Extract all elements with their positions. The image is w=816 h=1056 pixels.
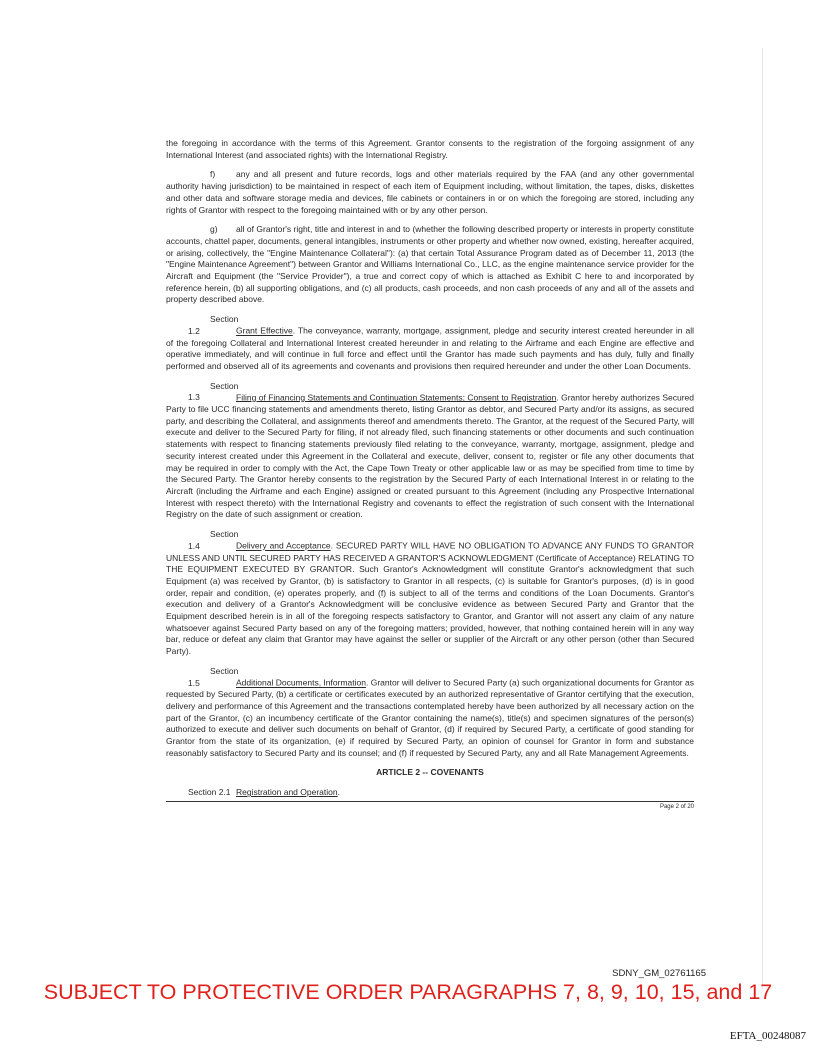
section-1-4-number: Section 1.4 bbox=[188, 529, 239, 551]
bates-number: SDNY_GM_02761165 bbox=[612, 968, 706, 979]
item-g-label: g) bbox=[210, 224, 218, 235]
section-1-5-paragraph: Section 1.5 Additional Documents, Information. Grantor will deliver to Secured Party (a) such organizational documents for Grantor as requested by Secured Party, (b) a certificate or certificates executed by an authorized representative of Grantor certifying that the execution, delivery and performance of this Agreement and the transactions contemplated hereby have been authorized by all necessary action on the part of the Grantor, (c) an incumbency certificate of the Grantor containing the name(s), title(s) and specimen signatures of the person(s) authorized to execute and deliver such documents on behalf of Grantor, (d) if required by Secured Party, a certificate of good standing for Grantor from the state of its organization, (e) if required by Secured Party, an opinion of counsel for Grantor in form and substance reasonably satisfactory to Secured Party and its counsel; and (f) if requested by Secured Party, any and all Rate Management Agreements. bbox=[166, 665, 694, 758]
item-f-text: any and all present and future records, logs and other materials required by the FAA (and any other governmental authority having jurisdiction) to be maintained in respect of each item of Equipment including, without limitation, the tapes, disks, diskettes and other data and software storage media and devices, file cabinets or containers in or on which the foregoing are stored, including any rights of Grantor with respect to the foregoing maintained with or by any other person. bbox=[166, 169, 694, 215]
scan-page-edge bbox=[762, 48, 763, 988]
efta-number: EFTA_00248087 bbox=[729, 1030, 806, 1042]
section-1-3-title: Filing of Financing Statements and Continuation Statements; Consent to Registration bbox=[236, 392, 557, 403]
page-number: Page 2 of 20 bbox=[659, 803, 694, 810]
section-1-3-text: Grantor hereby authorizes Secured Party to file UCC financing statements and amendments thereto, listing Grantor as debtor, and Secured Party and/or its assigns, as secured party, and describing the Collateral, and assignments thereof and amendments thereto. The Grantor, at the request of the Secured Party, will execute and deliver to the Secured Party for filing, if not already filed, such financing statements or other documents and such continuation statements with respect to financing statements previously filed relating to the conveyance, warranty, mortgage, assignment, pledge and security interest created under this Agreement in the Collateral and execute, deliver, consent to, register or file any other documents that may be required in order to comply with the Act, the Cape Town Treaty or other applicable law or as may be specified from time to time by the Secured Party. The Grantor hereby consents to the registration by the Secured Party of each International Interest in or relating to the Aircraft (including the Airframe and each Engine) assigned or created pursuant to this Agreement (including any Prospective International Interest with respect thereto) with the International Registry and covenants to effect the registration of such consent with the International Registry on the date of such assignment or creation. bbox=[166, 392, 694, 520]
section-2-1-number: Section 2.1 bbox=[188, 787, 231, 798]
section-1-2-title: Grant Effective bbox=[236, 325, 293, 336]
section-1-2-paragraph: Section 1.2 Grant Effective. The conveyance, warranty, mortgage, assignment, pledge and security interest created hereunder in all of the foregoing Collateral and International Interest created hereunder in and relating to the Airframe and each Engine are effective and operative immediately, and will continue in full force and effect until the Grantor has made such payments and has duly, fully and finally performed and observed all of its agreements and covenants and provisions then required hereunder and under the other Loan Documents. bbox=[166, 314, 694, 371]
section-1-4-text: SECURED PARTY WILL HAVE NO OBLIGATION TO ADVANCE ANY FUNDS TO GRANTOR UNLESS AND UNTIL SECURED PARTY HAS RECEIVED A GRANTOR'S ACKNOWLEDGMENT (Certificate of Acceptance) RELATING TO THE EQUIPMENT EXECUTED BY GRANTOR. Such Grantor's Acknowledgment will constitute Grantor's acknowledgment that such Equipment (a) was received by Grantor, (b) is satisfactory to Grantor in all respects, (c) is suitable for Grantor's purposes, (d) is in good order, repair and condition, (e) operates properly, and (f) is subject to all of the terms and conditions of the Loan Documents. Grantor's execution and delivery of a Grantor's Acknowledgment will be conclusive evidence as between Secured Party and Grantor that the Equipment described herein is in all of the foregoing respects satisfactory to Grantor, and Grantor will not assert any claim of any nature whatsoever against Secured Party based on any of the foregoing matters; provided, however, that nothing contained herein will in any way bar, reduce or defeat any claim that Grantor may have against the seller or supplier of the Aircraft or any other person (other than Secured Party). bbox=[166, 540, 694, 657]
section-1-4-title: Delivery and Acceptance bbox=[236, 540, 331, 551]
footer-rule bbox=[166, 801, 694, 802]
intro-paragraph: the foregoing in accordance with the terms of this Agreement. Grantor consents to the registration of the forgoing assignment of any International Interest (and associated rights) with the International Registry. bbox=[166, 138, 694, 160]
section-1-2-text: The conveyance, warranty, mortgage, assignment, pledge and security interest created hereunder in all of the foregoing Collateral and International Interest created hereunder in and relating to the Airframe and each Engine are effective and operative immediately, and will continue in full force and effect until the Grantor has made such payments and has duly, fully and finally performed and observed all of its agreements and covenants and provisions then required hereunder and under the other Loan Documents. bbox=[166, 325, 694, 371]
section-1-3-number: Section 1.3 bbox=[188, 380, 239, 403]
article-2-heading: ARTICLE 2 -- COVENANTS bbox=[376, 767, 484, 778]
item-g-text: all of Grantor's right, title and interest in and to (whether the following described property or interests in property constitute accounts, chattel paper, documents, general intangibles, instruments or other property and whether now owned, existing, hereafter acquired, or arising, collectively, the "Engine Maintenance Collateral"): (a) that certain Total Assurance Program dated as of December 11, 2013 (the "Engine Maintenance Agreement") between Grantor and Williams International Co., LLC, as the engine maintenance service provider for the Aircraft and Equipment (the "Service Provider"), a true and correct copy of which is attached as Exhibit C here to and incorporated by reference herein, (b) all supporting obligations, and (c) all products, cash proceeds, and non cash proceeds of any and all of the assets and property described above. bbox=[166, 224, 694, 305]
section-2-1-title: Registration and Operation bbox=[236, 787, 338, 798]
document-body bbox=[166, 138, 694, 811]
item-f-label: f) bbox=[210, 169, 216, 180]
section-1-5-title: Additional Documents, Information bbox=[236, 677, 366, 688]
protective-order-stamp: SUBJECT TO PROTECTIVE ORDER PARAGRAPHS 7, 8, 9, 10, 15, and 17 bbox=[43, 980, 773, 1004]
item-g-paragraph bbox=[166, 224, 694, 306]
item-f-paragraph bbox=[166, 169, 694, 216]
section-1-5-number: Section 1.5 bbox=[188, 665, 239, 688]
section-1-4-paragraph: Section 1.4 Delivery and Acceptance. SECURED PARTY WILL HAVE NO OBLIGATION TO ADVANCE ANY FUNDS TO GRANTOR UNLESS AND UNTIL SECURED PARTY HAS RECEIVED A GRANTOR'S ACKNOWLEDGMENT (Certificate of Acceptance) RELATING TO THE EQUIPMENT EXECUTED BY GRANTOR. Such Grantor's Acknowledgment will constitute Grantor's acknowledgment that such Equipment (a) was received by Grantor, (b) is satisfactory to Grantor in all respects, (c) is suitable for Grantor's purposes, (d) is in good order, repair and condition, (e) operates properly, and (f) is subject to all of the terms and conditions of the Loan Documents. Grantor's execution and delivery of a Grantor's Acknowledgment will be conclusive evidence as between Secured Party and Grantor that the Equipment described herein is in all of the foregoing respects satisfactory to Grantor, and Grantor will not assert any claim of any nature whatsoever against Secured Party based on any of the foregoing matters; provided, however, that nothing contained herein will in any way bar, reduce or defeat any claim that Grantor may have against the seller or supplier of the Aircraft or any other person (other than Secured Party). bbox=[166, 529, 694, 657]
section-1-3-paragraph: Section 1.3 Filing of Financing Statements and Continuation Statements; Consent to Registration. Grantor hereby authorizes Secured Party to file UCC financing statements and amendments thereto, listing Grantor as debtor, and Secured Party and/or its assigns, as secured party, and describing the Collateral, and assignments thereof and amendments thereto. The Grantor, at the request of the Secured Party, will execute and deliver to the Secured Party for filing, if not already filed, such financing statements or other documents and such continuation statements with respect to financing statements previously filed relating to the conveyance, warranty, mortgage, assignment, pledge and security interest created under this Agreement in the Collateral and execute, deliver, consent to, register or file any other documents that may be required in order to comply with the Act, the Cape Town Treaty or other applicable law or as may be specified from time to time by the Secured Party. The Grantor hereby consents to the registration by the Secured Party of each International Interest in or relating to the Aircraft (including the Airframe and each Engine) assigned or created pursuant to this Agreement (including any Prospective International Interest with respect thereto) with the International Registry and covenants to effect the registration of such consent with the International Registry on the date of such assignment or creation. bbox=[166, 380, 694, 520]
section-2-1-line: Section 2.1 Registration and Operation. bbox=[188, 787, 340, 798]
section-1-5-text: Grantor will deliver to Secured Party (a) such organizational documents for Grantor as requested by Secured Party, (b) a certificate or certificates executed by an authorized representative of Grantor certifying that the execution, delivery and performance of this Agreement and the transactions contemplated hereby have been authorized by all necessary action on the part of the Grantor, (c) an incumbency certificate of the Grantor containing the name(s), title(s) and specimen signatures of the person(s) authorized to execute and deliver such documents on behalf of Grantor, (d) if required by Secured Party, a certificate of good standing for Grantor from the state of its organization, (e) if required by Secured Party, an opinion of counsel for Grantor in form and substance reasonably satisfactory to Secured Party and its counsel; and (f) if requested by Secured Party, any and all Rate Management Agreements. bbox=[166, 677, 694, 758]
section-1-2-number: Section 1.2 bbox=[188, 314, 239, 336]
